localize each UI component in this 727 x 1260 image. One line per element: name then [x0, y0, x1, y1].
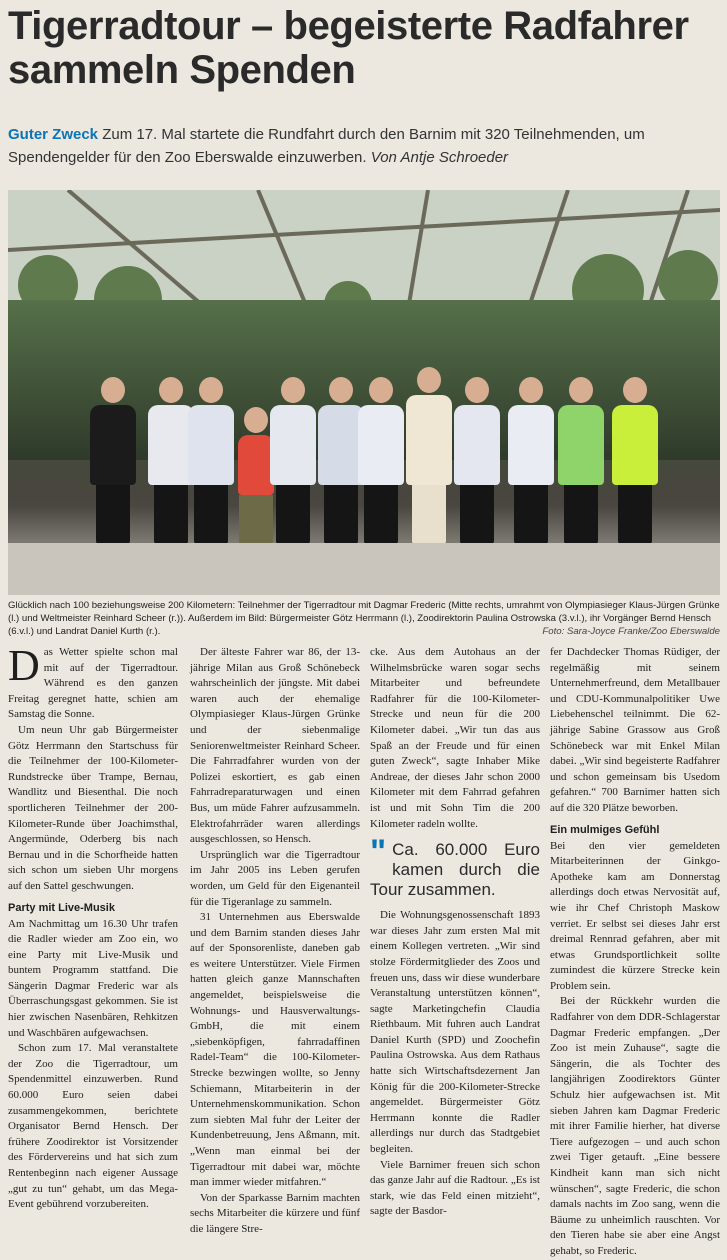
paragraph: Viele Barnimer freuen sich schon das ganze Jahr auf die Radtour. „Es ist stark, wie das Feld einen mitzieht“, sagte der Basdor-: [370, 1158, 540, 1218]
paragraph: Der älteste Fahrer war 86, der 13-jährige Milan aus Groß Schönebeck wahrscheinlich der jüngste. Mit dabei waren auch der ehemalige Olympiasieger Klaus-Jürgen Grünke und der siebenmalige Seniorenweltmeister Reinhard Scheer. Die Fahrradfahrer wurden von der Polizei eskortiert, es gab einen Fahrradreparaturwagen und einen Bus, um müde Fahrer aufzusammeln. Elektrofahrräder waren allerdings ausgeschlossen, so Hensch.: [190, 646, 360, 846]
person: [90, 377, 136, 545]
person: [558, 377, 604, 545]
paragraph: Die Wohnungsgenossenschaft 1893 war dieses Jahr zum ersten Mal mit einem Kollegen vertreten. „Wir sind stolze Fördermitglieder des Zoos und freuen uns, dass wir diese wunderbare Veranstaltung unterstützen können“, sagte Marketingchefin Claudia Riethbaum. Mit fuhren auch Landrat Daniel Kurth (SPD) und Zoochefin Paulina Ostrowska. Aus dem Rathaus hatte sich Wirtschaftsdezernent Jan König für die 200-Kilometer-Strecke angemeldet. Bürgermeister Götz Herrmann konnte die Radler allerdings nur durch das Stadtgebiet begleiten.: [370, 909, 540, 1156]
person: [612, 377, 658, 545]
paragraph: Von der Sparkasse Barnim machten sechs Mitarbeiter die kürzere und fünf die längere Stre-: [190, 1191, 360, 1235]
drop-cap: D: [8, 641, 40, 690]
column-2: [190, 645, 360, 1238]
subheading: Ein mulmiges Gefühl: [550, 823, 660, 836]
person: [406, 367, 452, 545]
stage: [8, 543, 720, 595]
caption-text: Glücklich nach 100 beziehungsweise 200 Kilometern: Teilnehmer der Tigerradtour mit Dagmar Frederic (Mitte rechts, umrahmt von Olympiasieger Klaus-Jürgen Grünke (l.) und Weltmeister Reinhard Scheer (r.)). Außerdem im Bild: Bürgermeister Götz Herrmann (l.), Zoodirektorin Paulina Ostrowska (3.v.l.), ihr Vorgänger Bernd Hensch (6.v.l.) und Landrat Daniel Kurth (r.).: [8, 600, 720, 637]
greenhouse-roof: [8, 190, 720, 310]
paragraph: Bei den vier gemeldeten Mitarbeiterinnen der Ginkgo-Apotheke kam am Donnerstag allerdings doch etwas Nervosität auf, wie ihr Chef Christoph Maskow verriet. Er selbst sei dieses Jahr erst dreimal Rennrad gefahren, aber mit etwas Grundsportlichkeit sollte zumindest die kürzere Strecke kein Problem sein.: [550, 839, 720, 992]
paragraph: Ursprünglich war die Tigerradtour im Jahr 2005 ins Leben gerufen worden, um Geld für den Eigenanteil für die Tigeranlage zu sammeln.: [190, 848, 360, 908]
paragraph: Schon zum 17. Mal veranstaltete der Zoo die Tigerradtour, um Spendenmittel einzuwerben. Rund 60.000 Euro seien dabei zusammengekommen, berichtete Organisator Bernd Hensch. Der frühere Zoodirektor ist Vorsitzender des Fördervereins und hat sich zum Rentenbeginn nach eigener Aussage „gut zu tun“ gehabt, um das Mega-Event gebührend vorzubereiten.: [8, 1042, 178, 1211]
headline: Tigerradtour – begeisterte Radfahrer sammeln Spenden: [8, 4, 689, 92]
dek: [8, 123, 720, 169]
column-3: [370, 645, 540, 1220]
paragraph: as Wetter spielte schon mal mit auf der Tigerradtour. Während es den ganzen Freitag geregnet hatte, schien am Samstag die Sonne.: [8, 646, 178, 721]
paragraph: Am Nachmittag um 16.30 Uhr trafen die Radler wieder am Zoo ein, wo eine Party mit Live-Musik und buntem Programm stattfand. Die Sängerin Dagmar Frederic war als Überraschungsgast gekommen. Sie ist hier zwischen Nasenbären, Rehkitzen und Waschbären aufgewachsen.: [8, 917, 178, 1039]
column-4: [550, 645, 720, 1260]
pull-quote: [370, 833, 540, 900]
paragraph: cke. Aus dem Autohaus an der Wilhelmsbrücke waren sogar sechs Mitarbeiter und befreundete Radfahrer für die 100-Kilometer-Strecke und neun für die 200 Kilometer dabei. „Wir tun das aus Spaß an der Freude und für einen guten Zweck“, sagte Inhaber Mike Andreae, der dieses Jahr schon 2000 Kilometer mit dem Fahrrad gefahren ist und mit Sohn Tim die 200 Kilometer radeln wollte.: [370, 646, 540, 830]
paragraph: fer Dachdecker Thomas Rüdiger, der regelmäßig mit seinem Unternehmerfreund, dem Metallbauer und CDU-Kommunalpolitiker Uwe Liebehenschel teilnimmt. Die 62-jährige Sabine Grassow aus Groß Schönebeck war mit Enkel Milan dabei. „Wir sind begeisterte Radfahrer und schon gemeinsam bis Usedom gefahren.“ 700 Barnimer hatten sich auf die 320 Plätze beworben.: [550, 646, 720, 814]
subheading: Party mit Live-Musik: [8, 901, 115, 914]
paragraph: Um neun Uhr gab Bürgermeister Götz Herrmann den Startschuss für die Teilnehmer der 100-Kilometer-Rundstrecke über Trampe, Bernau, Wandlitz und Biesenthal. Die noch sportlicheren Teilnehmer der 200-Kilometer-Runde über Joachimsthal, Angermünde, Oderberg bis nach Bernau und in die Schorfheide hatten sich schon um sieben Uhr morgens auf den Sattel geschwungen.: [8, 723, 178, 892]
quote-icon: ": [370, 833, 387, 872]
group-photo: [8, 190, 720, 595]
dek-author: Von Antje Schroeder: [370, 149, 509, 166]
pull-quote-text: Ca. 60.000 Euro kamen durch die Tour zusammen.: [370, 840, 540, 900]
person: [358, 377, 404, 545]
photo-credit: Foto: Sara-Joyce Franke/Zoo Eberswalde: [542, 626, 720, 637]
person: [238, 407, 274, 545]
paragraph: Bei der Rückkehr wurden die Radfahrer von dem DDR-Schlagerstar Dagmar Frederic empfangen. „Der Zoo ist mein Zuhause“, sagte die Sängerin, die als Tochter des langjährigen Zoodirektors Günter Schulz hier aufgewachsen ist. Mit sieben Jahren kam Dagmar Frederic mit ihrer Familie hierher, hat diverse Tiere aufgezogen – und auch schon zwei Tiger getauft. „Eine bessere Kindheit kann man sich nicht wünschen“, sagte Frederic, die schon damals nachts im Zoo sang, wenn die Bäume zu unheimlich rauschten. Vor den Tieren habe sie aber eine Angst gehabt, so Frederic.: [550, 995, 720, 1257]
person: [270, 377, 316, 545]
paragraph: 31 Unternehmen aus Eberswalde und dem Barnim standen dieses Jahr auf der Sponsorenliste, daneben gab es weitere Unterstützer. Viele Firmen hatten gleich ganze Mannschaften angemeldet, beispielsweise die Wohnungs- und Hausverwaltungs-GmbH, die mit einem „siebenköpfigen, fahrradaffinen Radel-Team“ die 100-Kilometer-Strecke bezwingen wollte, so Jenny Schiemann, Mitarbeiterin in der Unternehmenskommunikation. Schon zum siebten Mal fuhr der Leiter der Kundenbetreuung, Jens Aßmann, mit. „Wenn man einmal bei der Tigerradtour mit dabei war, möchte man immer wieder mitfahren.“: [190, 911, 360, 1189]
dek-kicker: Guter Zweck: [8, 126, 99, 143]
dek-text: Zum 17. Mal startete die Rundfahrt durch den Barnim mit 320 Teilnehmenden, um Spendengelder für den Zoo Eberswalde einzuwerben.: [8, 126, 645, 166]
column-1: [8, 641, 178, 1213]
person: [508, 377, 554, 545]
person: [454, 377, 500, 545]
photo-caption: [8, 599, 720, 638]
person: [188, 377, 234, 545]
